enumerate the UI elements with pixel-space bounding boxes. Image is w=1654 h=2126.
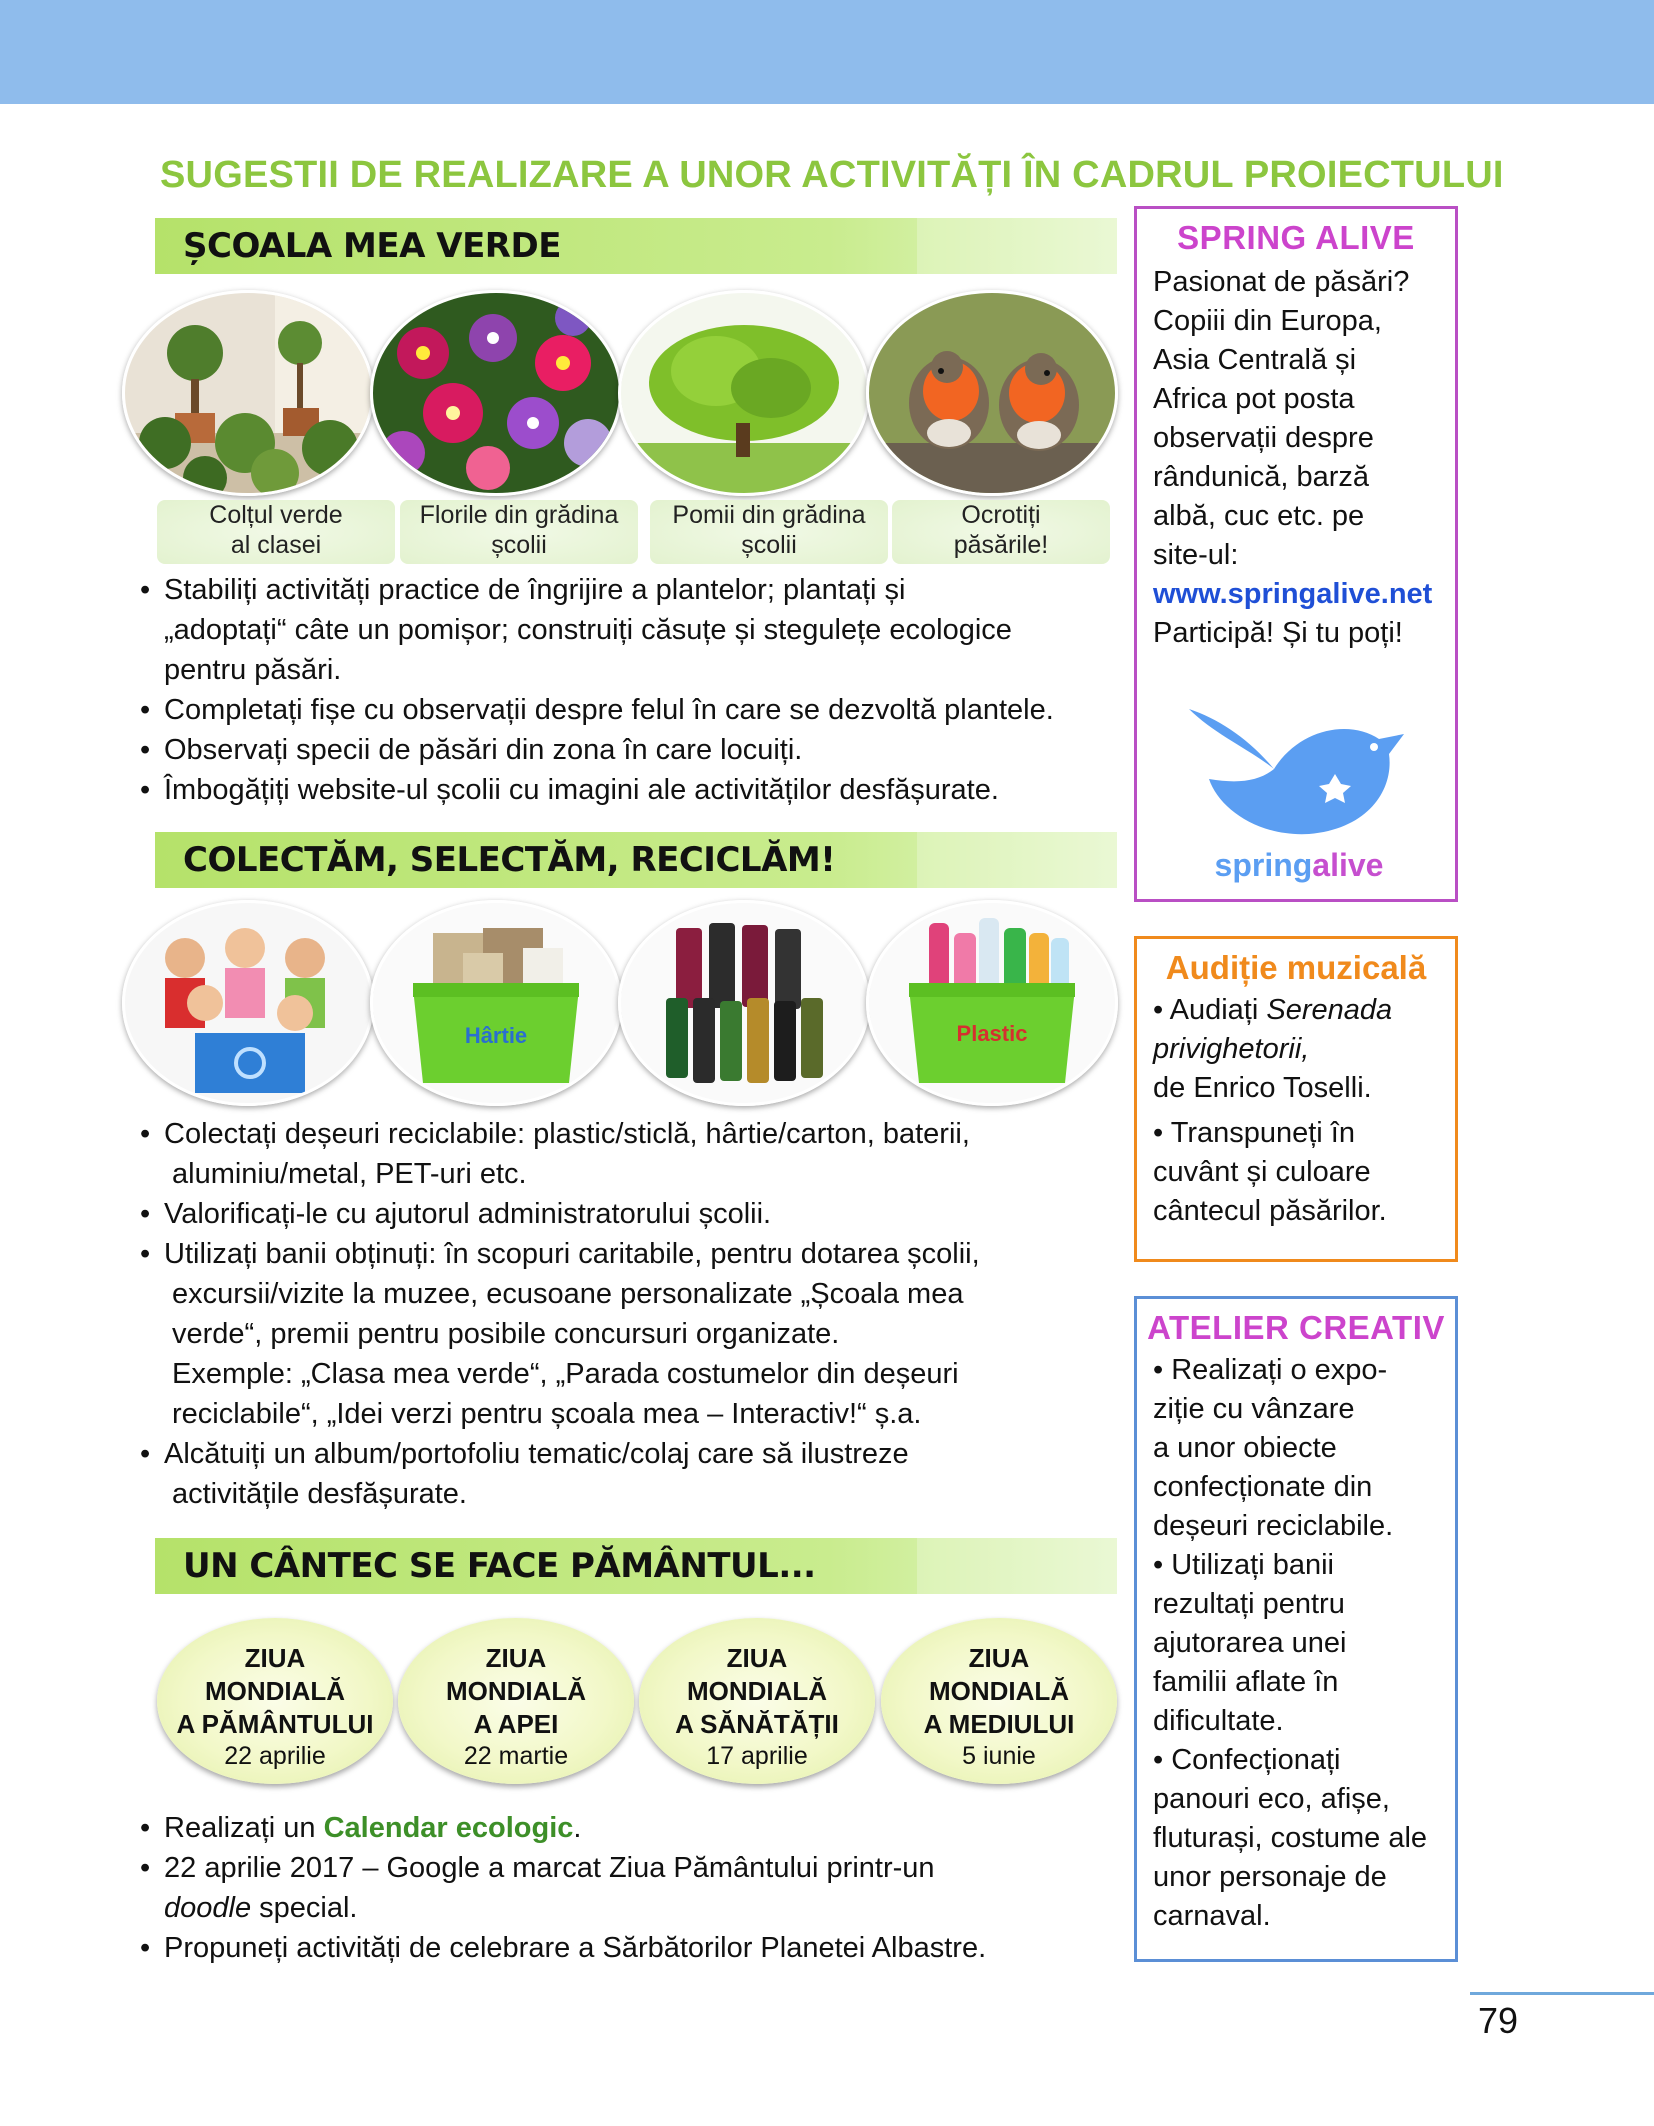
creative-workshop-title: ATELIER CREATIV: [1147, 1309, 1445, 1346]
text-line: rezultați pentru: [1153, 1588, 1345, 1620]
text-line: unor personaje de: [1153, 1861, 1387, 1893]
section-heading-recycling: COLECTĂM, SELECTĂM, RECICLĂM!: [155, 832, 1117, 888]
photo-paper-bin: [370, 900, 622, 1106]
plastic-bin-image: [869, 903, 1115, 1103]
text-line: reciclabile“, „Idei verzi pentru școala mea – Interactiv!“ ș.a.: [172, 1398, 922, 1430]
list-item: [140, 1234, 980, 1434]
day-line: MONDIALĂ: [928, 1676, 1070, 1706]
text-line: deșeuri reciclabile.: [1153, 1510, 1394, 1542]
caption-line: Florile din grădina: [419, 501, 619, 529]
text-line: Asia Centrală și: [1153, 344, 1357, 376]
logo-word-alive: alive: [1312, 847, 1384, 883]
doodle-word: doodle: [164, 1892, 252, 1924]
section3-bullet-list: [140, 1808, 986, 1968]
flowers-image: [373, 293, 619, 493]
text-line: „adoptați“ câte un pomișor; construiți căsuțe și stegulețe ecologice: [164, 614, 1012, 646]
text-line: cuvânt și culoare: [1153, 1156, 1371, 1188]
text-line: de Enrico Toselli.: [1153, 1072, 1372, 1104]
text-line: ajutorarea unei: [1153, 1627, 1347, 1659]
day-date: 17 aprilie: [706, 1742, 808, 1770]
day-line: ZIUA: [726, 1643, 788, 1673]
day-line: MONDIALĂ: [686, 1676, 828, 1706]
page-number: 79: [1478, 2000, 1519, 2041]
text-line: Pasionat de păsări?: [1153, 266, 1410, 298]
caption-line: școlii: [741, 531, 797, 559]
section-heading-song: UN CÂNTEC SE FACE PĂMÂNTUL...: [155, 1538, 1117, 1594]
spring-alive-text: [1137, 263, 1455, 653]
text-run: Serenada: [1266, 994, 1393, 1026]
text-line: Copiii din Europa,: [1153, 305, 1382, 337]
day-line: MONDIALĂ: [445, 1676, 587, 1706]
list-item: [140, 1808, 986, 1848]
text-line: confecționate din: [1153, 1471, 1373, 1503]
text-run: Realizați o expo-: [1171, 1354, 1388, 1386]
music-audition-title: Audiție muzicală: [1165, 949, 1427, 986]
text-line: albă, cuc etc. pe: [1153, 500, 1365, 532]
text-line: • Valorificați-le cu ajutorul administratorului școlii.: [164, 1198, 772, 1230]
caption-line: păsările!: [953, 531, 1049, 559]
day-line: ZIUA: [244, 1643, 306, 1673]
text-line: • Alcătuiți un album/portofoliu tematic/colaj care să ilustreze: [164, 1438, 909, 1470]
paper-bin-image: [373, 903, 619, 1103]
page-number-rule: [1470, 1992, 1654, 1995]
paper-bin-label: Hârtie: [464, 1023, 528, 1048]
photo-plastic-bin: [866, 900, 1118, 1106]
text-line: • 22 aprilie 2017 – Google a marcat Ziua Pământului printr-un: [164, 1852, 935, 1884]
text-line: privighetorii,: [1153, 1033, 1310, 1065]
text-line: • Utilizați banii obținuți: în scopuri caritabile, pentru dotarea școlii,: [164, 1238, 980, 1270]
text-line: site-ul:: [1153, 539, 1239, 571]
tree-image: [621, 293, 867, 493]
text-line: verde“, premii pentru posibile concursuri organizate.: [172, 1318, 840, 1350]
spring-alive-logo-text: [1137, 847, 1461, 884]
text-line: fluturași, costume ale: [1153, 1822, 1428, 1854]
text-line: aluminiu/metal, PET-uri etc.: [172, 1158, 527, 1190]
spring-alive-title: SPRING ALIVE: [1177, 219, 1415, 256]
children-image: [125, 903, 371, 1103]
logo-word-spring: spring: [1214, 847, 1313, 883]
spring-alive-box: [1134, 206, 1458, 902]
text-line: Africa pot posta: [1153, 383, 1355, 415]
text-line: • Completați fișe cu observații despre felul în care se dezvoltă plantele.: [164, 694, 1054, 726]
text-line: a unor obiecte: [1153, 1432, 1337, 1464]
day-line: ZIUA: [968, 1643, 1030, 1673]
text-run: Transpuneți în: [1170, 1117, 1355, 1149]
day-badge-earth: [157, 1618, 393, 1784]
caption-line: Pomii din grădina: [672, 501, 866, 529]
batteries-image: [621, 903, 867, 1103]
photo-batteries: [618, 900, 870, 1106]
photo-flowers: [370, 290, 622, 496]
text-run: Audiați: [1169, 994, 1267, 1026]
text-run: Utilizați banii: [1171, 1549, 1335, 1581]
day-badge-health: [639, 1618, 875, 1784]
caption-line: Colțul verde: [209, 501, 343, 529]
day-line: A SĂNĂTĂȚII: [675, 1709, 839, 1739]
text-line: excursii/vizite la muzee, ecusoane personalizate „Școala mea: [172, 1278, 964, 1310]
text-line: familii aflate în: [1153, 1666, 1339, 1698]
text-line: pentru păsări.: [164, 654, 342, 686]
section-heading-scoala-verde: ȘCOALA MEA VERDE: [155, 218, 1117, 274]
text-line: panouri eco, afișe,: [1153, 1783, 1390, 1815]
music-audition-text: • Audiați Serenada privighetorii, de Enrico Toselli. • Transpuneți în cuvânt și culoare cântecul păsărilor.: [1137, 991, 1455, 1231]
day-line: A MEDIULUI: [923, 1709, 1075, 1739]
day-badge-environment: [881, 1618, 1117, 1784]
day-line: A PĂMÂNTULUI: [176, 1709, 374, 1739]
day-date: 22 martie: [463, 1742, 569, 1770]
plastic-bin-label: Plastic: [956, 1021, 1028, 1046]
text-line: dificultate.: [1153, 1705, 1284, 1737]
list-item: [140, 690, 1054, 730]
photo-birds: [866, 290, 1118, 496]
bird-logo-icon: [1179, 689, 1413, 839]
text-run: .: [573, 1812, 582, 1844]
photo-tree: [618, 290, 870, 496]
text-line: carnaval.: [1153, 1900, 1271, 1932]
top-banner: [0, 0, 1654, 104]
text-line: • Colectați deșeuri reciclabile: plastic/sticlă, hârtie/carton, baterii,: [164, 1118, 970, 1150]
list-item: [140, 730, 1054, 770]
text-line: Participă! Și tu poți!: [1153, 617, 1403, 649]
springalive-link[interactable]: www.springalive.net: [1153, 578, 1433, 610]
music-audition-box: [1134, 936, 1458, 1262]
list-item: [140, 1434, 980, 1514]
day-line: MONDIALĂ: [204, 1676, 346, 1706]
caption-line: școlii: [491, 531, 547, 559]
list-item: [140, 1928, 986, 1968]
caption-trees: [650, 500, 888, 564]
text-run: Confecționați: [1171, 1744, 1341, 1776]
calendar-ecologic-highlight: Calendar ecologic: [323, 1812, 574, 1844]
page-title: SUGESTII DE REALIZARE A UNOR ACTIVITĂȚI ÎN CADRUL PROIECTULUI: [160, 154, 1504, 196]
day-date: 22 aprilie: [224, 1742, 326, 1770]
photo-children-recycling: [122, 900, 374, 1106]
text-line: observații despre: [1153, 422, 1374, 454]
day-date: 5 iunie: [962, 1742, 1036, 1770]
list-item: [140, 570, 1054, 690]
text-line: cântecul păsărilor.: [1153, 1195, 1387, 1227]
day-line: ZIUA: [485, 1643, 547, 1673]
creative-workshop-box: [1134, 1296, 1458, 1962]
text-line: activitățile desfășurate.: [172, 1478, 467, 1510]
section1-bullet-list: [140, 570, 1054, 810]
caption-line: al clasei: [230, 531, 322, 559]
text-line: rândunică, barză: [1153, 461, 1370, 493]
caption-birds: [892, 500, 1110, 564]
caption-green-corner: [157, 500, 395, 564]
section2-bullet-list: [140, 1114, 980, 1514]
list-item: [140, 1848, 986, 1928]
text-line: • Îmbogățiți website-ul școlii cu imagini ale activităților desfășurate.: [164, 774, 999, 806]
text-line: ziție cu vânzare: [1153, 1393, 1355, 1425]
caption-line: Ocrotiți: [961, 501, 1041, 529]
text-line: Exemple: „Clasa mea verde“, „Parada costumelor din deșeuri: [172, 1358, 959, 1390]
photo-green-corner: [122, 290, 374, 496]
potted-plants-image: [125, 293, 371, 493]
text-run: special.: [251, 1892, 358, 1924]
list-item: [140, 770, 1054, 810]
list-item: [140, 1194, 980, 1234]
text-line: • Propuneți activități de celebrare a Sărbătorilor Planetei Albastre.: [164, 1932, 987, 1964]
text-line: • Observați specii de păsări din zona în care locuiți.: [164, 734, 803, 766]
day-line: A APEI: [473, 1709, 559, 1739]
list-item: [140, 1114, 980, 1194]
robins-image: [869, 293, 1115, 493]
caption-flowers: [400, 500, 638, 564]
creative-workshop-text: • Realizați o expo- ziție cu vânzare a unor obiecte confecționate din deșeuri reciclabile. • Utilizați banii rezultați pentru ajutorarea unei familii aflate în dificultate. • Confecționați panouri eco, afișe, fluturași, costume ale unor personaje de carnaval.: [1137, 1351, 1455, 1936]
text-run: Realizați un: [164, 1812, 324, 1844]
day-badge-water: [398, 1618, 634, 1784]
text-line: • Stabiliți activități practice de îngrijire a plantelor; plantați și: [164, 574, 906, 606]
